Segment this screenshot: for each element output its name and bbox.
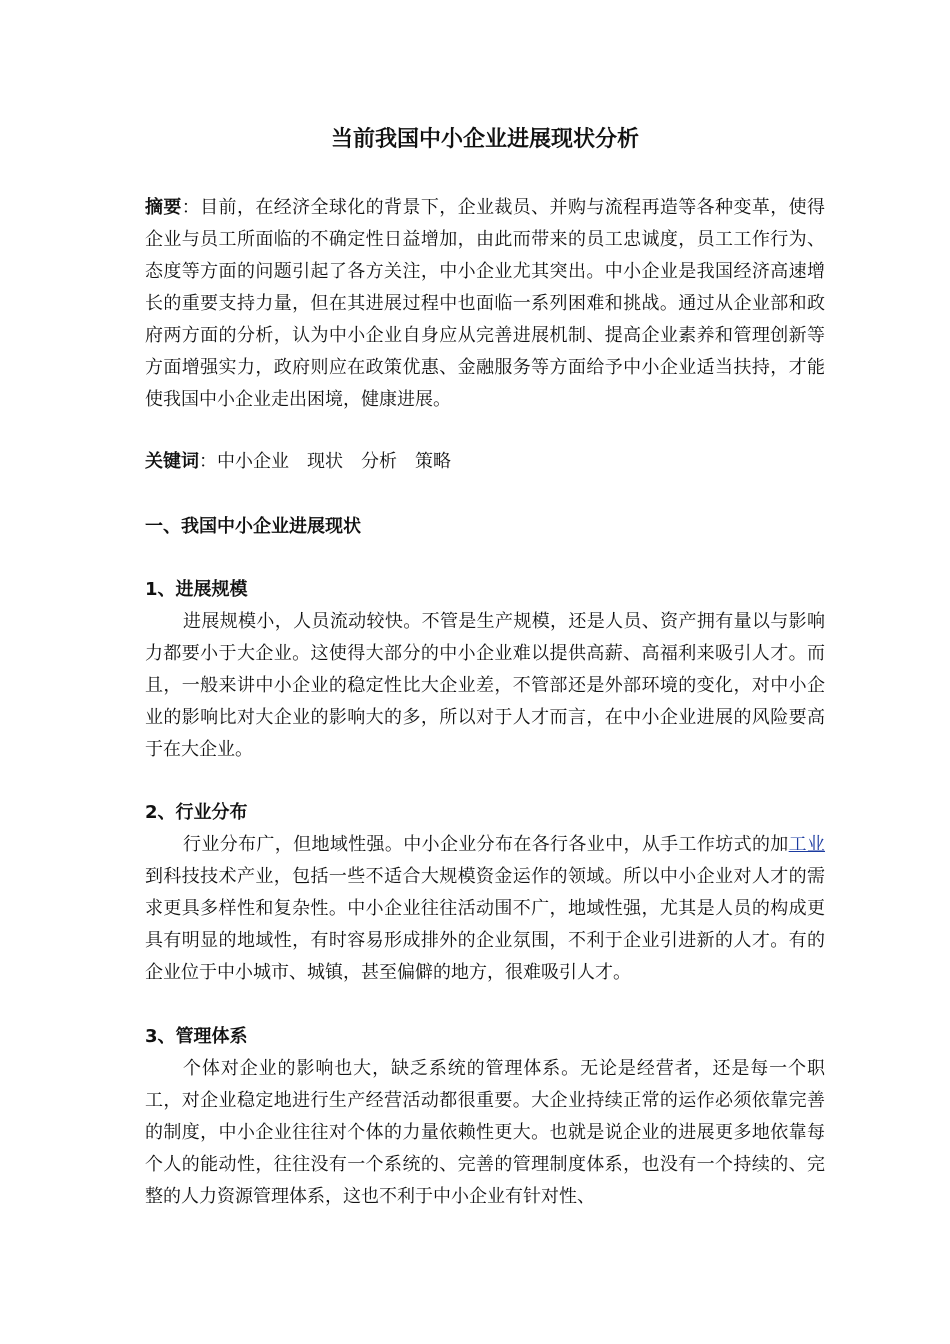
- keyword-item: 分析: [361, 451, 397, 472]
- section-heading: 一、我国中小企业进展现状: [145, 516, 361, 537]
- keywords-line: [145, 446, 825, 478]
- abstract-separator: ：: [181, 197, 201, 218]
- keyword-item: 现状: [307, 451, 343, 472]
- abstract-text: 目前，在经济全球化的背景下，企业裁员、并购与流程再造等各种变革，使得企业与员工所面临的不确定性日益增加，由此而带来的员工忠诚度，员工工作行为、态度等方面的问题引起了各方关注，中小企业尤其突出。中小企业是我国经济高速增长的重要支持力量，但在其进展过程中也面临一系列困难和挑战。通过从企业部和政府两方面的分析，认为中小企业自身应从完善进展机制、提高企业素养和管理创新等方面增强实力，政府则应在政策优惠、金融服务等方面给予中小企业适当扶持，才能使我国中小企业走出困境，健康进展。: [145, 197, 826, 410]
- management-paragraph: 个体对企业的影响也大，缺乏系统的管理体系。无论是经营者，还是每一个职工，对企业稳定地进行生产经营活动都很重要。大企业持续正常的运作必须依靠完善的制度，中小企业往往对个体的力量依赖性更大。也就是说企业的进展更多地依靠每个人的能动性，往往没有一个系统的、完善的管理制度体系，也没有一个持续的、完整的人力资源管理体系，这也不利于中小企业有针对性、: [145, 1058, 825, 1207]
- abstract-paragraph: [145, 192, 825, 416]
- keyword-item: 中小企业: [217, 451, 289, 472]
- industry-link[interactable]: 工业: [788, 834, 826, 855]
- subsection-heading-industry: 2、行业分布: [145, 802, 248, 823]
- subsection-heading-management: 3、管理体系: [145, 1026, 248, 1047]
- industry-text-end: 到科技技术产业，包括一些不适合大规模资金运作的领域。所以中小企业对人才的需求更具多样性和复杂性。中小企业往往活动围不广，地域性强，尤其是人员的构成更具有明显的地域性，有时容易形成排外的企业氛围，不利于企业引进新的人才。有的企业位于中小城市、城镇，甚至偏僻的地方，很难吸引人才。: [145, 866, 825, 983]
- industry-text-start: 行业分布广，但地域性强。中小企业分布在各行各业中，从手工作坊式的加: [183, 834, 789, 855]
- document-title: 当前我国中小企业进展现状分析: [330, 127, 639, 152]
- keywords-separator: ：: [199, 451, 217, 472]
- keyword-item: 策略: [415, 451, 451, 472]
- industry-paragraph: [145, 829, 825, 989]
- keywords-label: 关键词: [145, 451, 199, 472]
- abstract-label: 摘要: [145, 197, 182, 218]
- subsection-heading-scale: 1、进展规模: [145, 579, 248, 600]
- scale-paragraph: 进展规模小，人员流动较快。不管是生产规模，还是人员、资产拥有量以与影响力都要小于大企业。这使得大部分的中小企业难以提供高薪、高福利来吸引人才。而且，一般来讲中小企业的稳定性比大企业差，不管部还是外部环境的变化，对中小企业的影响比对大企业的影响大的多，所以对于人才而言，在中小企业进展的风险要高于在大企业。: [145, 611, 825, 760]
